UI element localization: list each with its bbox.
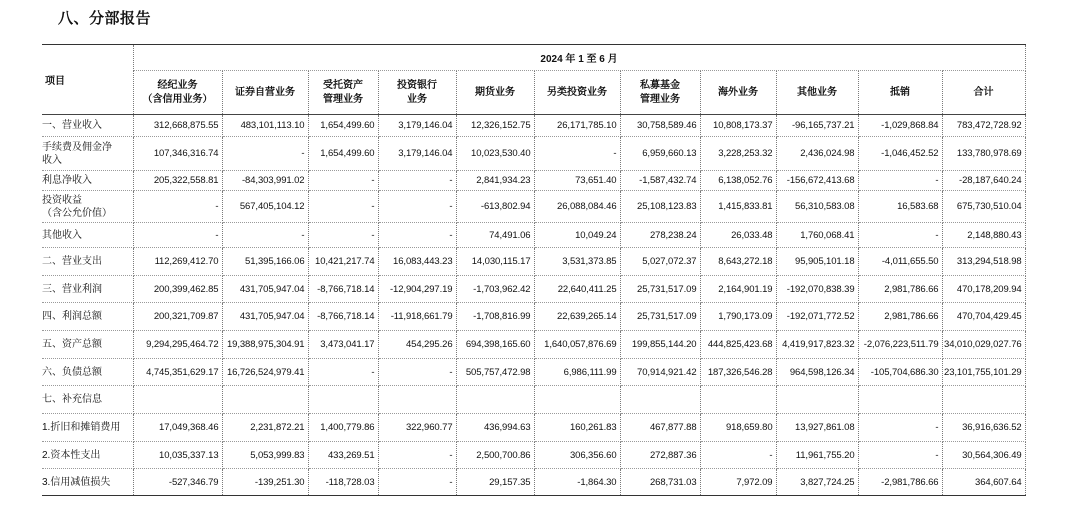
column-header: 合计	[942, 71, 1025, 115]
table-cell: 25,731,517.09	[620, 276, 700, 303]
table-cell: 14,030,115.17	[456, 248, 534, 276]
table-cell: 364,607.64	[942, 469, 1025, 496]
table-cell: -613,802.94	[456, 191, 534, 223]
table-row	[42, 137, 1025, 171]
table-cell: -2,981,786.66	[858, 469, 942, 496]
table-cell: 918,659.80	[700, 414, 776, 442]
table-cell: 2,500,700.86	[456, 442, 534, 469]
table-cell: -156,672,413.68	[776, 171, 858, 191]
column-header: 经纪业务 （含信用业务）	[133, 71, 222, 115]
table-row	[42, 248, 1025, 276]
table-body	[42, 115, 1025, 496]
row-label: 手续费及佣金净 收入	[42, 137, 133, 171]
table-cell: -1,708,816.99	[456, 303, 534, 331]
table-cell: 483,101,113.10	[222, 115, 308, 137]
table-row	[42, 414, 1025, 442]
table-cell: 3,531,373.85	[534, 248, 620, 276]
table-cell: 56,310,583.08	[776, 191, 858, 223]
table-cell: 17,049,368.46	[133, 414, 222, 442]
table-cell: 10,808,173.37	[700, 115, 776, 137]
table-cell: 433,269.51	[308, 442, 378, 469]
table-cell: -11,918,661.79	[378, 303, 456, 331]
table-cell: -	[378, 171, 456, 191]
table-cell: -84,303,991.02	[222, 171, 308, 191]
table-cell: -	[858, 171, 942, 191]
column-header: 受托资产 管理业务	[308, 71, 378, 115]
row-label: 四、利润总额	[42, 303, 133, 331]
table-cell: 133,780,978.69	[942, 137, 1025, 171]
column-header: 投资银行 业务	[378, 71, 456, 115]
table-cell: 783,472,728.92	[942, 115, 1025, 137]
table-row	[42, 303, 1025, 331]
row-label: 利息净收入	[42, 171, 133, 191]
table-cell: -1,587,432.74	[620, 171, 700, 191]
table-cell: -96,165,737.21	[776, 115, 858, 137]
table-cell: 2,436,024.98	[776, 137, 858, 171]
table-cell: 30,564,306.49	[942, 442, 1025, 469]
table-cell: 3,179,146.04	[378, 137, 456, 171]
table-cell: 675,730,510.04	[942, 191, 1025, 223]
table-cell: 74,491.06	[456, 223, 534, 248]
table-cell	[456, 386, 534, 414]
row-label: 三、营业利润	[42, 276, 133, 303]
table-cell: 8,643,272.18	[700, 248, 776, 276]
table-cell: 470,178,209.94	[942, 276, 1025, 303]
table-cell: -8,766,718.14	[308, 276, 378, 303]
table-cell: 3,179,146.04	[378, 115, 456, 137]
table-row	[42, 469, 1025, 496]
table-cell: 3,827,724.25	[776, 469, 858, 496]
table-cell: -1,046,452.52	[858, 137, 942, 171]
table-cell: 30,758,589.46	[620, 115, 700, 137]
table-cell: 5,053,999.83	[222, 442, 308, 469]
table-cell: 19,388,975,304.91	[222, 331, 308, 359]
row-label: 2.资本性支出	[42, 442, 133, 469]
table-cell	[620, 386, 700, 414]
row-label: 七、补充信息	[42, 386, 133, 414]
table-cell: 29,157.35	[456, 469, 534, 496]
table-cell: 107,346,316.74	[133, 137, 222, 171]
row-label: 3.信用减值损失	[42, 469, 133, 496]
table-cell: 9,294,295,464.72	[133, 331, 222, 359]
table-cell: 26,033.48	[700, 223, 776, 248]
table-cell: 16,583.68	[858, 191, 942, 223]
table-cell: 436,994.63	[456, 414, 534, 442]
table-cell: 1,400,779.86	[308, 414, 378, 442]
table-cell: 10,035,337.13	[133, 442, 222, 469]
table-cell: 467,877.88	[620, 414, 700, 442]
table-cell	[700, 386, 776, 414]
table-cell: -118,728.03	[308, 469, 378, 496]
table-cell: 272,887.36	[620, 442, 700, 469]
table-cell: 2,981,786.66	[858, 276, 942, 303]
table-cell: -	[378, 359, 456, 386]
table-cell: 313,294,518.98	[942, 248, 1025, 276]
table-cell: 2,981,786.66	[858, 303, 942, 331]
table-cell: 1,654,499.60	[308, 115, 378, 137]
table-cell: -	[308, 171, 378, 191]
table-cell: 7,972.09	[700, 469, 776, 496]
table-cell: 6,138,052.76	[700, 171, 776, 191]
table-cell: -	[858, 223, 942, 248]
table-cell: -	[133, 223, 222, 248]
table-cell	[776, 386, 858, 414]
table-cell: 1,640,057,876.69	[534, 331, 620, 359]
table-cell: 16,726,524,979.41	[222, 359, 308, 386]
table-row	[42, 331, 1025, 359]
table-cell: 13,927,861.08	[776, 414, 858, 442]
table-cell: 34,010,029,027.76	[942, 331, 1025, 359]
column-header: 证券自营业务	[222, 71, 308, 115]
table-cell: 11,961,755.20	[776, 442, 858, 469]
table-cell: -	[308, 191, 378, 223]
table-cell: 444,825,423.68	[700, 331, 776, 359]
table-cell: -	[378, 223, 456, 248]
table-cell: 431,705,947.04	[222, 276, 308, 303]
table-row	[42, 359, 1025, 386]
row-label: 二、营业支出	[42, 248, 133, 276]
table-cell: 187,326,546.28	[700, 359, 776, 386]
table-cell: 95,905,101.18	[776, 248, 858, 276]
table-cell: 1,790,173.09	[700, 303, 776, 331]
table-cell: 964,598,126.34	[776, 359, 858, 386]
column-header: 抵销	[858, 71, 942, 115]
table-cell: 51,395,166.06	[222, 248, 308, 276]
table-header	[42, 45, 1025, 115]
table-cell: 3,473,041.17	[308, 331, 378, 359]
table-cell: 26,171,785.10	[534, 115, 620, 137]
table-row	[42, 223, 1025, 248]
table-row	[42, 171, 1025, 191]
table-cell: -8,766,718.14	[308, 303, 378, 331]
table-row	[42, 191, 1025, 223]
table-cell: 2,164,901.19	[700, 276, 776, 303]
table-row	[42, 115, 1025, 137]
table-row	[42, 386, 1025, 414]
table-cell: -	[308, 359, 378, 386]
table-cell: 2,148,880.43	[942, 223, 1025, 248]
table-cell: -1,029,868.84	[858, 115, 942, 137]
table-cell: 505,757,472.98	[456, 359, 534, 386]
table-cell: 205,322,558.81	[133, 171, 222, 191]
table-cell: -1,703,962.42	[456, 276, 534, 303]
table-cell: 454,295.26	[378, 331, 456, 359]
table-cell: 12,326,152.75	[456, 115, 534, 137]
table-cell	[222, 386, 308, 414]
table-cell: -	[133, 191, 222, 223]
table-cell	[942, 386, 1025, 414]
table-cell	[858, 386, 942, 414]
table-cell: 431,705,947.04	[222, 303, 308, 331]
table-cell: 200,399,462.85	[133, 276, 222, 303]
table-cell: 4,419,917,823.32	[776, 331, 858, 359]
table-cell: 10,023,530.40	[456, 137, 534, 171]
row-label: 其他收入	[42, 223, 133, 248]
row-label: 一、营业收入	[42, 115, 133, 137]
table-cell: 10,421,217.74	[308, 248, 378, 276]
table-cell: 10,049.24	[534, 223, 620, 248]
table-cell	[308, 386, 378, 414]
table-cell: 1,415,833.81	[700, 191, 776, 223]
table-cell: -2,076,223,511.79	[858, 331, 942, 359]
table-cell: 199,855,144.20	[620, 331, 700, 359]
table-cell: -	[858, 414, 942, 442]
table-cell: 6,959,660.13	[620, 137, 700, 171]
section-title: 八、分部报告	[58, 10, 152, 27]
table-cell: -	[222, 137, 308, 171]
column-header: 另类投资业务	[534, 71, 620, 115]
segment-report-table	[42, 44, 1026, 496]
column-header: 其他业务	[776, 71, 858, 115]
table-cell: 73,651.40	[534, 171, 620, 191]
table-cell: 160,261.83	[534, 414, 620, 442]
row-label: 六、负债总额	[42, 359, 133, 386]
table-row	[42, 276, 1025, 303]
table-cell: 268,731.03	[620, 469, 700, 496]
table-cell: -12,904,297.19	[378, 276, 456, 303]
column-header: 海外业务	[700, 71, 776, 115]
table-cell: 36,916,636.52	[942, 414, 1025, 442]
table-cell: -4,011,655.50	[858, 248, 942, 276]
period-header: 2024 年 1 至 6 月	[133, 45, 1025, 71]
column-header-row	[42, 71, 1025, 115]
table-cell: -	[534, 137, 620, 171]
table-cell	[133, 386, 222, 414]
table-cell: 306,356.60	[534, 442, 620, 469]
table-cell: 25,108,123.83	[620, 191, 700, 223]
table-cell: 2,231,872.21	[222, 414, 308, 442]
row-header-label: 项目	[42, 45, 133, 115]
table-cell: -192,071,772.52	[776, 303, 858, 331]
table-cell: 200,321,709.87	[133, 303, 222, 331]
row-label: 1.折旧和摊销费用	[42, 414, 133, 442]
table-cell: -139,251.30	[222, 469, 308, 496]
table-cell: -105,704,686.30	[858, 359, 942, 386]
table-cell: 1,760,068.41	[776, 223, 858, 248]
table-cell: 322,960.77	[378, 414, 456, 442]
table-cell: 6,986,111.99	[534, 359, 620, 386]
table-cell: -527,346.79	[133, 469, 222, 496]
table-cell: -28,187,640.24	[942, 171, 1025, 191]
table-cell	[378, 386, 456, 414]
table-cell: 278,238.24	[620, 223, 700, 248]
table-cell: -1,864.30	[534, 469, 620, 496]
table-cell: 112,269,412.70	[133, 248, 222, 276]
table-cell: 22,640,411.25	[534, 276, 620, 303]
table-cell: 4,745,351,629.17	[133, 359, 222, 386]
table-cell: 694,398,165.60	[456, 331, 534, 359]
table-cell: 16,083,443.23	[378, 248, 456, 276]
table-cell: 23,101,755,101.29	[942, 359, 1025, 386]
table-cell: -	[858, 442, 942, 469]
table-cell: -	[308, 223, 378, 248]
period-header-row	[42, 45, 1025, 71]
row-label: 投资收益 （含公允价值）	[42, 191, 133, 223]
column-header: 期货业务	[456, 71, 534, 115]
column-header: 私募基金 管理业务	[620, 71, 700, 115]
table-cell	[534, 386, 620, 414]
table-cell: 3,228,253.32	[700, 137, 776, 171]
table-cell: 22,639,265.14	[534, 303, 620, 331]
row-label: 五、资产总额	[42, 331, 133, 359]
table-cell: 70,914,921.42	[620, 359, 700, 386]
table-cell: -	[378, 442, 456, 469]
table-cell: 5,027,072.37	[620, 248, 700, 276]
table-row	[42, 442, 1025, 469]
table-cell: -	[378, 191, 456, 223]
table-cell: -	[378, 469, 456, 496]
table-cell: -	[222, 223, 308, 248]
table-cell: 26,088,084.46	[534, 191, 620, 223]
table-cell: -	[700, 442, 776, 469]
table-cell: 2,841,934.23	[456, 171, 534, 191]
table-cell: 25,731,517.09	[620, 303, 700, 331]
table-cell: 567,405,104.12	[222, 191, 308, 223]
table-cell: 1,654,499.60	[308, 137, 378, 171]
table-cell: 312,668,875.55	[133, 115, 222, 137]
table-cell: 470,704,429.45	[942, 303, 1025, 331]
table-cell: -192,070,838.39	[776, 276, 858, 303]
